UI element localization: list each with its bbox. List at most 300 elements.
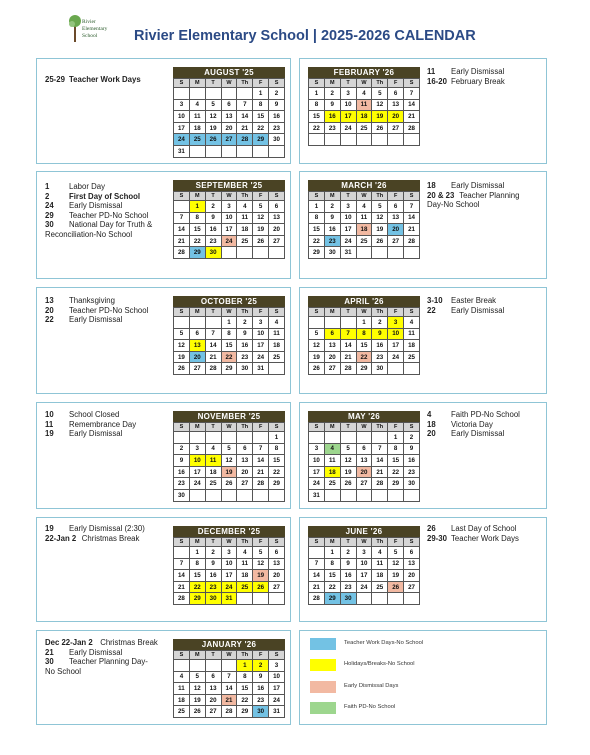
logo-line-2: Elementary (82, 26, 108, 32)
calendar-day: 14 (205, 340, 221, 352)
events-march (427, 181, 519, 210)
calendar-day: 6 (189, 328, 205, 340)
calendar-day: 12 (221, 455, 237, 467)
panel-may (299, 402, 547, 509)
weekday-header: S (269, 79, 285, 88)
calendar-day: 5 (309, 328, 325, 340)
calendar-day: 10 (340, 212, 356, 224)
empty-day (372, 489, 388, 501)
calendar-day: 11 (189, 111, 205, 123)
calendar-day: 9 (205, 558, 221, 570)
month-grid (308, 191, 420, 259)
calendar-day: 24 (388, 351, 404, 363)
empty-day (356, 134, 372, 146)
event-text: First Day of School (69, 191, 141, 201)
calendar-day: 7 (174, 212, 190, 224)
calendar-day: 17 (309, 466, 325, 478)
panel-august (36, 58, 291, 164)
event-item (45, 648, 158, 658)
empty-day (174, 201, 190, 213)
calendar-day: 4 (356, 201, 372, 213)
event-text: Remembrance Day (69, 419, 137, 429)
empty-day (404, 489, 420, 501)
calendar-day: 6 (221, 99, 237, 111)
calendar-day: 2 (205, 547, 221, 559)
weekday-header: S (174, 192, 190, 201)
empty-day (340, 317, 356, 329)
weekday-header: F (388, 538, 404, 547)
empty-day (388, 134, 404, 146)
empty-day (189, 317, 205, 329)
weekday-header: W (356, 192, 372, 201)
month-name: FEBRUARY '26 (308, 67, 420, 78)
weekday-header: S (404, 423, 420, 432)
calendar-day: 22 (309, 235, 325, 247)
calendar-day: 29 (269, 478, 285, 490)
event-text: Early Dismissal (451, 181, 505, 190)
calendar-day: 10 (356, 558, 372, 570)
calendar-day: 1 (189, 201, 205, 213)
calendar-day: 20 (237, 466, 253, 478)
weekday-header: Th (237, 538, 253, 547)
weekday-header: T (205, 538, 221, 547)
weekday-header: T (205, 79, 221, 88)
empty-day (356, 489, 372, 501)
weekday-header: M (189, 79, 205, 88)
calendar-day: 31 (174, 145, 190, 157)
empty-day (189, 660, 205, 672)
calendar-day: 27 (324, 363, 340, 375)
events-december (45, 524, 145, 543)
calendar-day: 29 (253, 134, 269, 146)
calendar-day: 23 (324, 122, 340, 134)
calendar-day: 8 (253, 99, 269, 111)
calendar-day: 5 (253, 547, 269, 559)
calendar-day: 26 (205, 134, 221, 146)
empty-day (253, 489, 269, 501)
event-date: 3-10 (427, 296, 443, 305)
calendar-day: 1 (221, 317, 237, 329)
calendar-day: 2 (324, 88, 340, 100)
weekday-header: F (253, 308, 269, 317)
events-october (45, 296, 148, 325)
event-item (427, 296, 504, 306)
calendar-day: 11 (356, 212, 372, 224)
calendar-day: 4 (189, 99, 205, 111)
calendar-day: 18 (356, 111, 372, 123)
event-text: Early Dismissal (451, 67, 505, 76)
calendar-day: 18 (372, 570, 388, 582)
legend-swatch (310, 659, 336, 671)
weekday-header: M (189, 423, 205, 432)
calendar-day: 4 (269, 317, 285, 329)
event-date: 22 (427, 305, 436, 315)
weekday-header: M (189, 538, 205, 547)
calendar-november (173, 411, 285, 502)
calendar-day: 4 (372, 547, 388, 559)
month-grid (173, 537, 285, 605)
calendar-day: 22 (324, 581, 340, 593)
calendar-march (308, 180, 420, 259)
calendar-day: 21 (221, 694, 237, 706)
calendar-day: 19 (253, 570, 269, 582)
calendar-day: 15 (324, 570, 340, 582)
legend-label: Holidays/Breaks-No School (344, 661, 415, 667)
calendar-day: 12 (340, 455, 356, 467)
calendar-day: 29 (189, 593, 205, 605)
calendar-day: 22 (388, 466, 404, 478)
calendar-day: 25 (372, 581, 388, 593)
calendar-day: 11 (404, 328, 420, 340)
events-january (45, 638, 158, 676)
calendar-day: 17 (388, 340, 404, 352)
month-name: DECEMBER '25 (173, 526, 285, 537)
events-november (45, 410, 136, 439)
empty-day (372, 247, 388, 259)
weekday-header: W (221, 79, 237, 88)
calendar-day: 23 (205, 581, 221, 593)
event-item (427, 524, 519, 534)
calendar-day: 19 (221, 466, 237, 478)
event-item (45, 638, 158, 648)
calendar-day: 16 (205, 224, 221, 236)
weekday-header: W (221, 651, 237, 660)
calendar-day: 28 (309, 593, 325, 605)
calendar-day: 13 (388, 212, 404, 224)
event-text: Victoria Day (451, 419, 493, 429)
calendar-day: 13 (269, 212, 285, 224)
event-date: 2 (45, 191, 50, 201)
calendar-day: 14 (174, 570, 190, 582)
calendar-day: 11 (269, 328, 285, 340)
empty-day (372, 593, 388, 605)
calendar-day: 8 (269, 443, 285, 455)
calendar-day: 23 (324, 235, 340, 247)
calendar-day: 19 (174, 351, 190, 363)
empty-day (388, 593, 404, 605)
calendar-day: 16 (324, 111, 340, 123)
empty-day (174, 88, 190, 100)
calendar-day: 17 (221, 224, 237, 236)
calendar-day: 21 (174, 581, 190, 593)
empty-day (404, 593, 420, 605)
empty-day (189, 88, 205, 100)
weekday-header: S (174, 79, 190, 88)
weekday-header: W (221, 192, 237, 201)
calendar-day: 22 (309, 122, 325, 134)
calendar-day: 10 (221, 212, 237, 224)
weekday-header: Th (372, 308, 388, 317)
empty-day (221, 489, 237, 501)
weekday-header: Th (237, 192, 253, 201)
weekday-header: Th (372, 423, 388, 432)
calendar-day: 21 (404, 224, 420, 236)
calendar-day: 19 (205, 122, 221, 134)
event-text: Christmas Break (100, 638, 158, 647)
empty-day (340, 489, 356, 501)
empty-day (269, 247, 285, 259)
weekday-header: M (189, 651, 205, 660)
calendar-day: 13 (404, 558, 420, 570)
calendar-day: 9 (372, 328, 388, 340)
calendar-day: 7 (404, 201, 420, 213)
empty-day (189, 432, 205, 444)
event-item (45, 201, 152, 211)
calendar-day: 27 (205, 706, 221, 718)
calendar-day: 14 (404, 99, 420, 111)
calendar-day: 18 (324, 466, 340, 478)
calendar-day: 24 (340, 235, 356, 247)
calendar-day: 30 (324, 247, 340, 259)
weekday-header: T (340, 538, 356, 547)
calendar-day: 20 (189, 351, 205, 363)
month-name: OCTOBER '25 (173, 296, 285, 307)
calendar-day: 26 (340, 478, 356, 490)
calendar-day: 21 (404, 111, 420, 123)
calendar-day: 8 (388, 443, 404, 455)
empty-day (324, 317, 340, 329)
calendar-day: 26 (189, 706, 205, 718)
event-date: 19 (45, 429, 54, 438)
calendar-day: 31 (309, 489, 325, 501)
calendar-day: 21 (253, 466, 269, 478)
event-date: 20 (45, 305, 54, 315)
weekday-header: M (324, 79, 340, 88)
calendar-day: 9 (174, 455, 190, 467)
event-text: Teacher PD-No School (69, 210, 149, 220)
calendar-day: 6 (404, 547, 420, 559)
school-logo (68, 14, 114, 46)
event-date: 18 (427, 181, 436, 190)
calendar-day: 19 (309, 351, 325, 363)
calendar-day: 3 (388, 317, 404, 329)
calendar-day: 28 (205, 363, 221, 375)
empty-day (221, 432, 237, 444)
calendar-day: 16 (372, 340, 388, 352)
calendar-day: 12 (253, 558, 269, 570)
calendar-day: 5 (372, 88, 388, 100)
calendar-day: 23 (253, 694, 269, 706)
calendar-day: 6 (269, 201, 285, 213)
calendar-day: 29 (324, 593, 340, 605)
calendar-september (173, 180, 285, 259)
weekday-header: F (253, 79, 269, 88)
weekday-header: F (253, 423, 269, 432)
calendar-day: 21 (205, 351, 221, 363)
calendar-day: 22 (253, 122, 269, 134)
event-date: 25-29 (45, 75, 65, 84)
empty-day (356, 432, 372, 444)
calendar-day: 7 (174, 558, 190, 570)
month-grid (308, 537, 420, 605)
calendar-day: 6 (269, 547, 285, 559)
calendar-day: 4 (324, 443, 340, 455)
weekday-header: M (324, 538, 340, 547)
calendar-day: 29 (221, 363, 237, 375)
calendar-day: 31 (340, 247, 356, 259)
calendar-day: 26 (221, 478, 237, 490)
weekday-header: Th (237, 308, 253, 317)
weekday-header: F (253, 538, 269, 547)
calendar-day: 28 (253, 478, 269, 490)
calendar-day: 1 (388, 432, 404, 444)
empty-day (309, 432, 325, 444)
event-date: 18 (427, 419, 436, 429)
calendar-day: 2 (205, 201, 221, 213)
calendar-day: 20 (324, 351, 340, 363)
calendar-day: 16 (237, 340, 253, 352)
empty-day (309, 134, 325, 146)
tree-icon (68, 14, 82, 44)
event-item (427, 200, 519, 210)
event-item (427, 429, 520, 439)
events-august (45, 75, 141, 85)
calendar-day: 16 (340, 570, 356, 582)
calendar-day: 17 (340, 224, 356, 236)
calendar-day: 28 (404, 235, 420, 247)
calendar-day: 15 (388, 455, 404, 467)
calendar-day: 24 (221, 235, 237, 247)
calendar-day: 6 (324, 328, 340, 340)
calendar-day: 22 (189, 581, 205, 593)
calendar-day: 5 (372, 201, 388, 213)
calendar-day: 15 (237, 683, 253, 695)
legend-label: Teacher Work Days-No School (344, 640, 424, 646)
calendar-day: 5 (221, 443, 237, 455)
calendar-day: 26 (253, 581, 269, 593)
month-name: JANUARY '26 (173, 639, 285, 650)
calendar-day: 30 (372, 363, 388, 375)
calendar-day: 7 (221, 671, 237, 683)
calendar-day: 3 (221, 547, 237, 559)
weekday-header: M (189, 308, 205, 317)
empty-day (372, 432, 388, 444)
calendar-day: 25 (174, 706, 190, 718)
calendar-day: 25 (324, 478, 340, 490)
calendar-day: 26 (388, 581, 404, 593)
calendar-day: 15 (189, 224, 205, 236)
weekday-header: W (356, 538, 372, 547)
calendar-day: 5 (388, 547, 404, 559)
weekday-header: Th (237, 79, 253, 88)
calendar-day: 1 (253, 88, 269, 100)
legend-panel (299, 630, 547, 725)
event-item (45, 410, 136, 420)
calendar-day: 8 (221, 328, 237, 340)
calendar-day: 13 (269, 558, 285, 570)
legend-label: Faith PD-No School (344, 704, 396, 710)
calendar-april (308, 296, 420, 375)
calendar-day: 21 (237, 122, 253, 134)
weekday-header: W (356, 423, 372, 432)
calendar-day: 17 (174, 122, 190, 134)
calendar-day: 11 (205, 455, 221, 467)
event-text: Early Dismissal (451, 305, 505, 315)
calendar-day: 7 (340, 328, 356, 340)
event-item (45, 315, 148, 325)
calendar-day: 24 (269, 694, 285, 706)
event-text: February Break (451, 76, 505, 86)
calendar-day: 29 (237, 706, 253, 718)
calendar-day: 13 (189, 340, 205, 352)
calendar-day: 11 (372, 558, 388, 570)
month-grid (173, 650, 285, 718)
empty-day (237, 432, 253, 444)
legend-swatch (310, 702, 336, 714)
calendar-day: 14 (340, 340, 356, 352)
calendar-day: 9 (324, 99, 340, 111)
panel-october (36, 287, 291, 394)
calendar-day: 12 (189, 683, 205, 695)
calendar-day: 27 (269, 235, 285, 247)
calendar-day: 25 (189, 134, 205, 146)
event-date: 30 (45, 657, 54, 666)
legend-label: Early Dismissal Days (344, 683, 399, 689)
calendar-day: 2 (237, 317, 253, 329)
weekday-header: T (340, 79, 356, 88)
calendar-day: 15 (356, 340, 372, 352)
calendar-day: 12 (372, 212, 388, 224)
calendar-day: 3 (253, 317, 269, 329)
weekday-header: F (388, 192, 404, 201)
calendar-day: 23 (340, 581, 356, 593)
event-item (427, 181, 519, 191)
calendar-day: 4 (404, 317, 420, 329)
calendar-day: 4 (237, 201, 253, 213)
calendar-day: 27 (404, 581, 420, 593)
weekday-header: M (189, 192, 205, 201)
empty-day (237, 247, 253, 259)
event-item (45, 420, 136, 430)
event-item (45, 534, 145, 544)
empty-day (356, 593, 372, 605)
empty-day (237, 88, 253, 100)
calendar-day: 10 (174, 111, 190, 123)
event-date: 24 (45, 201, 54, 210)
calendar-day: 22 (269, 466, 285, 478)
calendar-day: 6 (388, 201, 404, 213)
calendar-day: 16 (174, 466, 190, 478)
calendar-day: 27 (388, 122, 404, 134)
calendar-day: 30 (404, 478, 420, 490)
calendar-day: 7 (372, 443, 388, 455)
panel-november (36, 402, 291, 509)
empty-day (189, 145, 205, 157)
empty-day (221, 145, 237, 157)
calendar-day: 3 (221, 201, 237, 213)
calendar-day: 5 (340, 443, 356, 455)
empty-day (253, 145, 269, 157)
calendar-day: 26 (309, 363, 325, 375)
calendar-day: 28 (340, 363, 356, 375)
calendar-day: 4 (356, 88, 372, 100)
calendar-day: 27 (388, 235, 404, 247)
calendar-day: 20 (269, 224, 285, 236)
event-text: Teacher Work Days (451, 533, 519, 543)
weekday-header: S (174, 308, 190, 317)
empty-day (340, 134, 356, 146)
calendar-day: 30 (205, 593, 221, 605)
calendar-day: 17 (189, 466, 205, 478)
empty-day (324, 489, 340, 501)
calendar-day: 29 (189, 247, 205, 259)
calendar-day: 5 (205, 99, 221, 111)
empty-day (388, 247, 404, 259)
calendar-day: 9 (269, 99, 285, 111)
calendar-october (173, 296, 285, 375)
calendar-day: 8 (309, 99, 325, 111)
events-may (427, 410, 520, 439)
